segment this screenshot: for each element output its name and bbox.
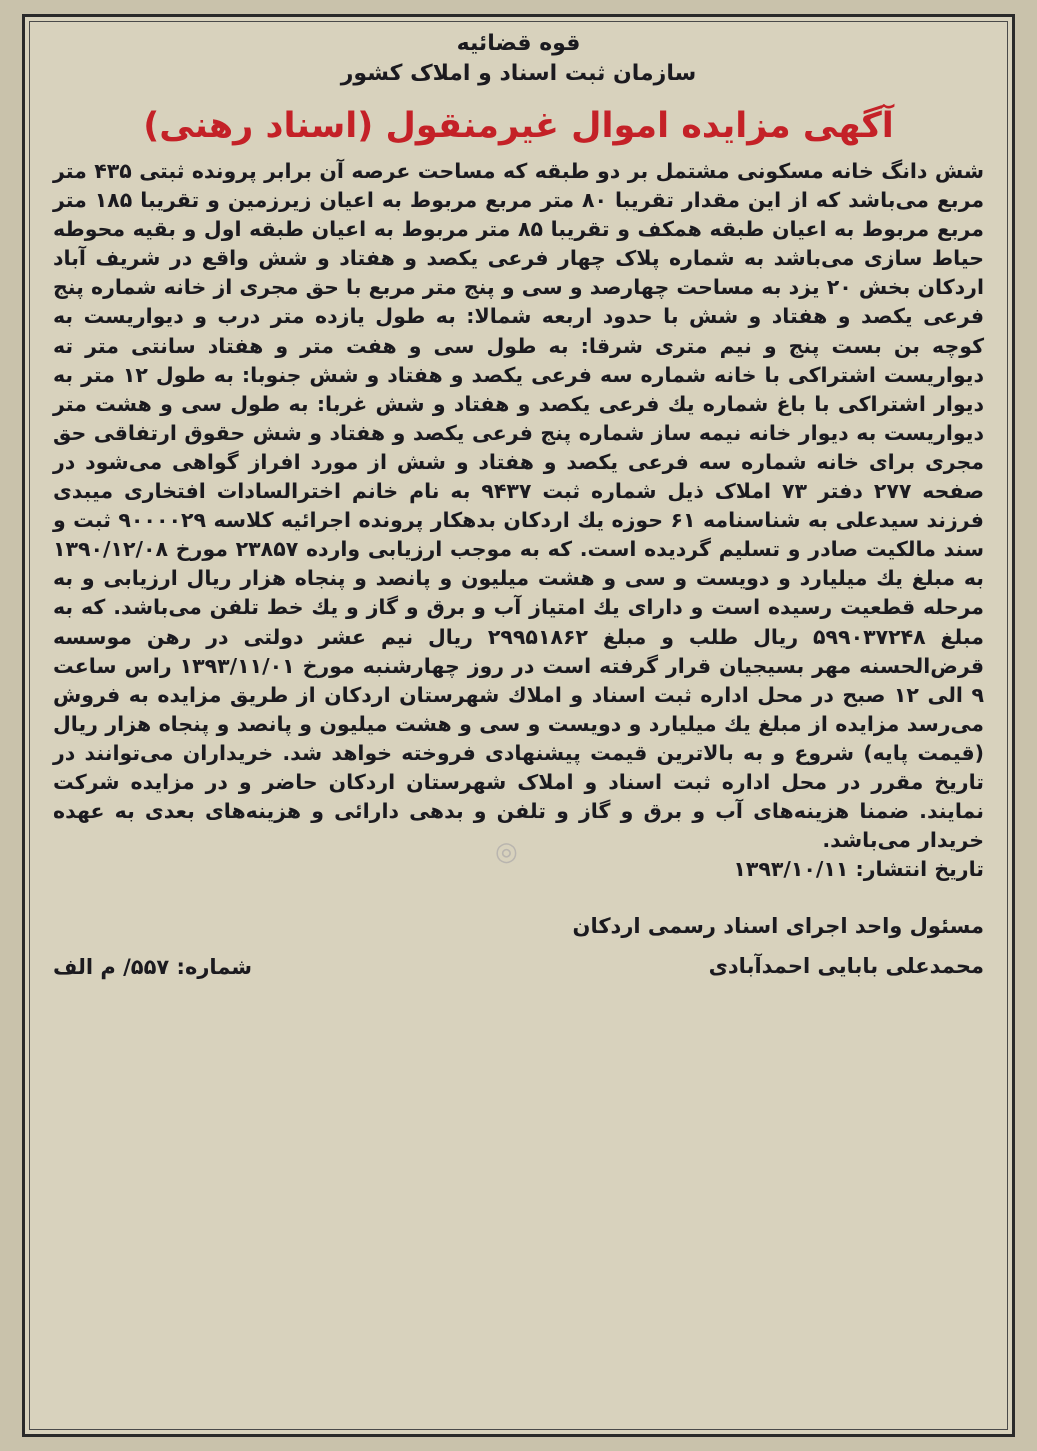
notice-number-value: ۵۵۷/ م الف <box>53 955 170 980</box>
signatory-name: محمدعلی بابایی احمدآبادی <box>708 954 984 979</box>
publish-date-value: ۱۳۹۳/۱۰/۱۱ <box>733 857 849 882</box>
notice-sheet <box>22 14 1015 1437</box>
organization-name: سازمان ثبت اسناد و املاک کشور <box>340 61 697 86</box>
notice-body: شش دانگ خانه مسکونی مشتمل بر دو طبقه که مساحت عرصه آن برابر پرونده ثبتی ۴۳۵ متر مربع می‌باشد که از این مقدار تقریبا ۸۰ متر مربع مربوط به اعیان زیرزمین و تقریبا ۱۸۵ متر مربع مربوط به اعیان طبقه همکف و تقریبا ۸۵ متر مربوط به اعیان طبقه اول و بقیه محوطه حیاط سازی می‌باشد به شماره پلاک چهار فرعی یکصد و هفتاد و شش واقع در شریف آباد اردکان بخش ۲۰ یزد به مساحت چهارصد و سی و پنج متر مربع با حق مجری از خانه شماره پنج فرعی یکصد و هفتاد و شش با حدود اربعه شمالا: به طول یازده متر درب و دیواریست به کوچه بن بست پنج و نیم متری شرقا: به طول سی و هفت متر و هفتاد سانتی متر ته دیواریست اشتراکی با خانه شماره سه فرعی یکصد و هفتاد و شش جنوبا: به طول ۱۲ متر به دیوار اشتراکی با باغ شماره یك فرعی یکصد و هفتاد و شش غربا: به طول سی و هشت متر دیواریست به دیوار خانه نیمه ساز شماره پنج فرعی یکصد و هفتاد و شش حقوق ارتفاقی حق مجری برای خانه شماره سه فرعی یکصد و هفتاد و شش از مورد افراز گواهی می‌شود در صفحه ۲۷۷ دفتر ۷۳ املاک ذیل شماره ثبت ۹۴۳۷ به نام خانم اخترالسادات افتخاری میبدی فرزند سیدعلی به شناسنامه ۶۱ حوزه یك اردکان بدهکار پرونده اجرائیه کلاسه ۹۰۰۰۰۲۹ ثبت و سند مالکیت صادر و تسلیم گردیده است. که به موجب ارزیابی وارده ۲۳۸۵۷ مورخ ۱۳۹۰/۱۲/۰۸ به مبلغ یك میلیارد و دویست و سی و هشت میلیون و پانصد و پنجاه هزار ریال ارزیابی و به مرحله قطعیت رسیده است و دارای یك امتیاز آب و برق و گاز و یك خط تلفن می‌باشد. که به مبلغ ۵۹۹۰۳۷۲۴۸ ریال طلب و مبلغ ۲۹۹۵۱۸۶۲ ریال نیم عشر دولتی در رهن موسسه قرض‌الحسنه مهر بسیجیان قرار گرفته است در روز چهارشنبه مورخ ۱۳۹۳/۱۱/۰۱ راس ساعت ۹ الی ۱۲ صبح در محل اداره ثبت اسناد و املاك شهرستان اردکان از طریق مزایده به فروش می‌رسد مزایده از مبلغ یك میلیارد و دویست و سی و هشت میلیون و پانصد و پنجاه هزار ریال (قیمت پایه) شروع و به بالاترین قیمت پیشنهادی فروخته خواهد شد. خریداران می‌توانند در تاریخ مقرر در محل اداره ثبت اسناد و املاک شهرستان اردکان حاضر و در مزایده شرکت نمایند. ضمنا هزینه‌های آب و برق و گاز و تلفن و بدهی دارائی و هزینه‌های بعدی به عهده خریدار می‌باشد. <box>53 159 985 853</box>
notice-header <box>53 29 984 149</box>
judiciary-name: قوه قضائیه <box>456 31 581 56</box>
signatory-block <box>573 906 984 986</box>
publish-date-line <box>53 855 984 884</box>
signatory-title: مسئول واحد اجرای اسناد رسمی اردکان <box>572 914 984 939</box>
notice-footer <box>53 884 984 986</box>
watermark-logo: ◎ <box>495 837 519 867</box>
notice-number-label: شماره: <box>176 955 253 980</box>
publish-date-label: تاریخ انتشار: <box>855 857 984 882</box>
notice-number <box>53 952 252 982</box>
notice-title: آگهی مزایده اموال غیرمنقول (اسناد رهنی) <box>143 106 894 146</box>
